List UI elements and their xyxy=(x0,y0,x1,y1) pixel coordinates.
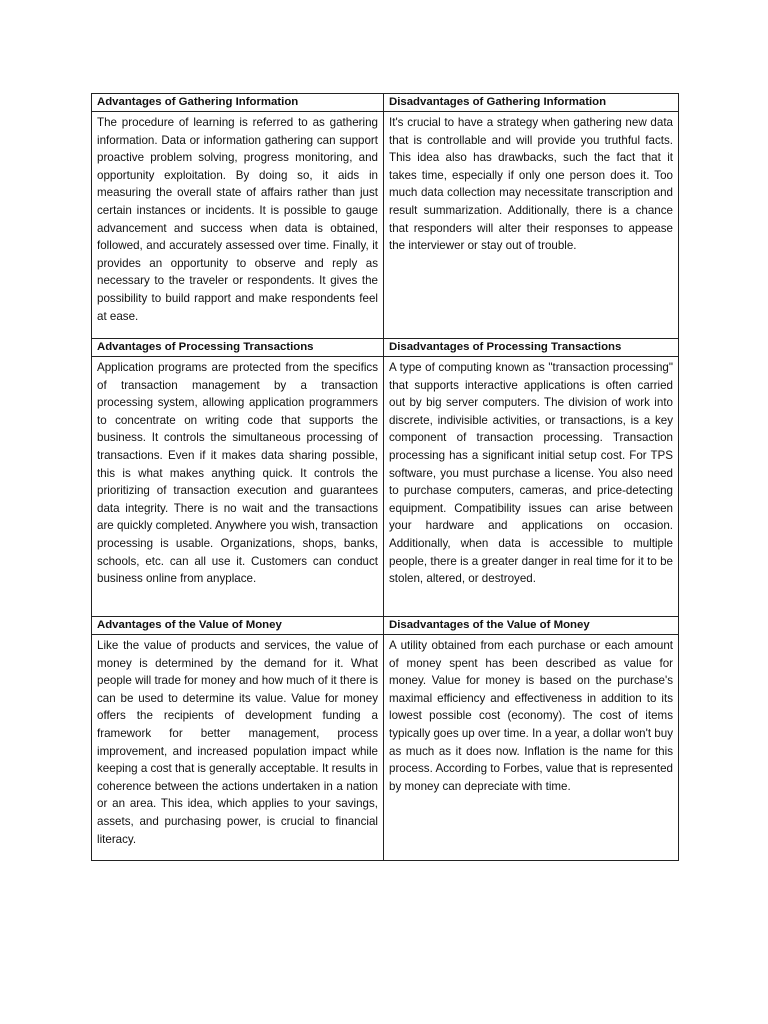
table-row xyxy=(92,635,679,861)
disadvantages-heading: Disadvantages of Processing Transactions xyxy=(384,339,679,357)
disadvantages-cell xyxy=(384,112,679,339)
disadvantages-cell xyxy=(384,635,679,861)
table-header-row xyxy=(92,339,679,357)
disadvantages-text: A utility obtained from each purchase or each amount of money spent has been described as value for money. Value for money is based on the purchase's maximal efficiency and effectiveness in addition to its lowest possible cost (economy). The cost of items typically goes up over time. In a year, a dollar won't buy as much as it does now. Inflation is the name for this process. According to Forbes, value that is represented by money can depreciate with time. xyxy=(389,639,673,793)
advantages-cell xyxy=(92,112,384,339)
table-header-row xyxy=(92,617,679,635)
advantages-heading: Advantages of Gathering Information xyxy=(92,94,384,112)
table-header-row xyxy=(92,94,679,112)
advantages-text: Like the value of products and services, the value of money is determined by the demand for it. What people will trade for money and how much of it there is can be used to determine its value. Value for money offers the recipients of development funding a framework for better management, process improvement, and increased population impact while keeping a cost that is generally acceptable. It results in coherence between the actions undertaken in a nation or an area. This idea, which applies to your savings, assets, and purchasing power, is crucial to financial literacy. xyxy=(97,639,378,846)
disadvantages-cell xyxy=(384,357,679,617)
advantages-cell xyxy=(92,357,384,617)
disadvantages-text: A type of computing known as "transaction processing" that supports interactive applications is often carried out by big server computers. The division of work into discrete, indivisible activities, or transactions, is a key component of transaction processing. Transaction processing has a significant initial setup cost. For TPS software, you must purchase a license. You also need to purchase computers, cameras, and price-detecting equipment. Compatibility issues can arise between your hardware and applications on occasion. Additionally, when data is accessible to multiple people, there is a greater danger in real time for it to be stolen, altered, or destroyed. xyxy=(389,361,673,586)
table-row xyxy=(92,112,679,339)
advantages-cell xyxy=(92,635,384,861)
advantages-text: Application programs are protected from the specifics of transaction management by a transaction processing system, allowing application programmers to concentrate on writing code that supports the business. It controls the simultaneous processing of transactions. Even if it makes data sharing possible, this is what makes anything quick. It controls the prioritizing of transaction execution and guarantees data integrity. There is no wait and the transactions are quickly completed. Anywhere you wish, transaction processing is usable. Organizations, shops, banks, schools, etc. can all use it. Customers can conduct business online from anyplace. xyxy=(97,361,378,586)
table-row xyxy=(92,357,679,617)
advantages-heading: Advantages of Processing Transactions xyxy=(92,339,384,357)
disadvantages-heading: Disadvantages of the Value of Money xyxy=(384,617,679,635)
disadvantages-text: It's crucial to have a strategy when gathering new data that is controllable and will provide you truthful facts. This idea also has drawbacks, such the fact that it takes time, especially if only one person does it. Too much data collection may necessitate transcription and result summarization. Additionally, there is a chance that responders will alter their responses to appease the interviewer or stay out of trouble. xyxy=(389,116,673,253)
advantages-heading: Advantages of the Value of Money xyxy=(92,617,384,635)
disadvantages-heading: Disadvantages of Gathering Information xyxy=(384,94,679,112)
advantages-text: The procedure of learning is referred to as gathering information. Data or information gathering can support proactive problem solving, progress monitoring, and opportunity exploitation. By doing so, it aids in measuring the overall state of affairs rather than just certain instances or incidents. It is possible to gauge advancement and success when data is obtained, followed, and accurately assessed over time. Finally, it provides an opportunity to observe and reply as necessary to the traveler or respondents. It gives the possibility to build rapport and make respondents feel at ease. xyxy=(97,116,378,323)
comparison-table xyxy=(91,93,679,861)
